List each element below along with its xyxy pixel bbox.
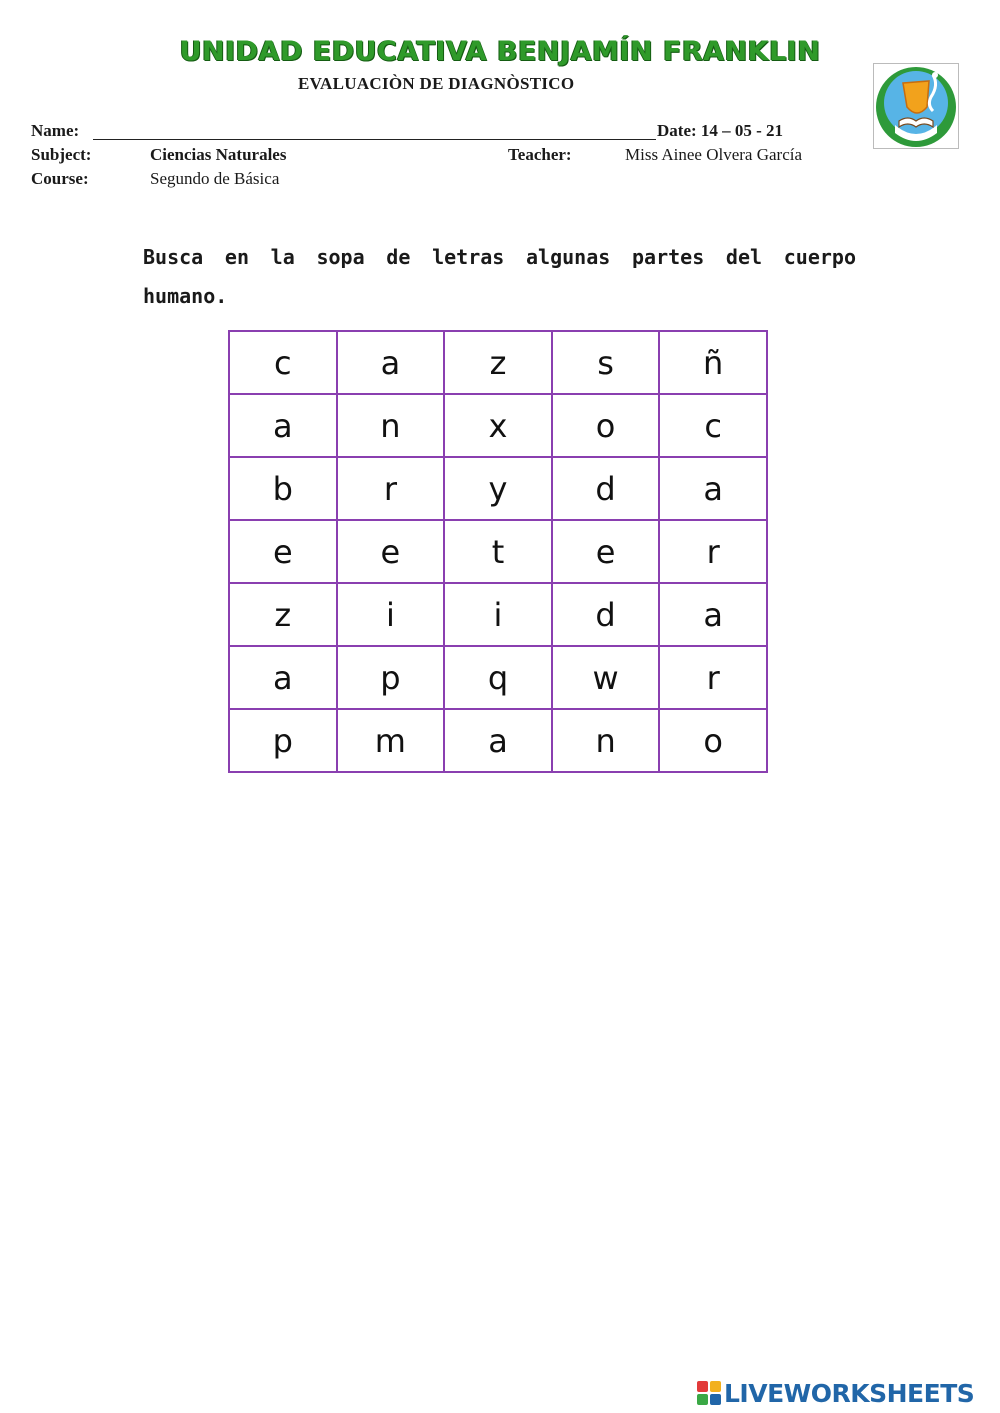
date-label: Date: 14 – 05 - 21	[657, 121, 784, 140]
teacher-label: Teacher:	[508, 145, 572, 164]
name-field[interactable]	[93, 139, 656, 140]
subject-value: Ciencias Naturales	[150, 145, 287, 164]
word-search-grid	[228, 330, 768, 773]
grid-cell[interactable]: n	[552, 709, 660, 772]
grid-cell[interactable]: c	[229, 331, 337, 394]
grid-cell[interactable]: m	[337, 709, 445, 772]
course-label: Course:	[31, 169, 89, 188]
grid-cell[interactable]: a	[229, 646, 337, 709]
grid-cell[interactable]: a	[444, 709, 552, 772]
name-label: Name:	[31, 121, 80, 140]
grid-cell[interactable]: c	[659, 394, 767, 457]
grid-cell[interactable]: p	[337, 646, 445, 709]
grid-cell[interactable]: e	[552, 520, 660, 583]
grid-row	[229, 646, 767, 709]
grid-cell[interactable]: b	[229, 457, 337, 520]
grid-cell[interactable]: a	[659, 583, 767, 646]
grid-cell[interactable]: a	[337, 331, 445, 394]
grid-cell[interactable]: i	[337, 583, 445, 646]
grid-cell[interactable]: o	[552, 394, 660, 457]
teacher-value: Miss Ainee Olvera García	[625, 145, 803, 164]
grid-cell[interactable]: y	[444, 457, 552, 520]
grid-row	[229, 520, 767, 583]
grid-cell[interactable]: q	[444, 646, 552, 709]
course-value: Segundo de Básica	[150, 169, 280, 188]
grid-cell[interactable]: r	[659, 646, 767, 709]
liveworksheets-logo-icon	[697, 1381, 721, 1405]
grid-cell[interactable]: z	[444, 331, 552, 394]
school-logo	[873, 63, 959, 149]
grid-cell[interactable]: d	[552, 457, 660, 520]
grid-cell[interactable]: d	[552, 583, 660, 646]
grid-cell[interactable]: z	[229, 583, 337, 646]
grid-row	[229, 709, 767, 772]
grid-cell[interactable]: r	[337, 457, 445, 520]
grid-cell[interactable]: s	[552, 331, 660, 394]
grid-cell[interactable]: t	[444, 520, 552, 583]
grid-cell[interactable]: o	[659, 709, 767, 772]
grid-cell[interactable]: i	[444, 583, 552, 646]
grid-row	[229, 457, 767, 520]
grid-cell[interactable]: a	[659, 457, 767, 520]
grid-cell[interactable]: a	[229, 394, 337, 457]
grid-cell[interactable]: n	[337, 394, 445, 457]
subject-label: Subject:	[31, 145, 92, 164]
grid-cell[interactable]: p	[229, 709, 337, 772]
grid-row	[229, 394, 767, 457]
grid-cell[interactable]: x	[444, 394, 552, 457]
instruction-text: Busca en la sopa de letras algunas partes del cuerpo humano.	[143, 245, 856, 308]
liveworksheets-brand[interactable]: LIVEWORKSHEETS	[724, 1378, 975, 1408]
grid-cell[interactable]: ñ	[659, 331, 767, 394]
grid-cell[interactable]: w	[552, 646, 660, 709]
liveworksheets-footer	[697, 1378, 974, 1408]
grid-cell[interactable]: r	[659, 520, 767, 583]
grid-row	[229, 583, 767, 646]
school-name: UNIDAD EDUCATIVA BENJAMÍN FRANKLIN	[179, 36, 821, 67]
grid-row	[229, 331, 767, 394]
grid-cell[interactable]: e	[229, 520, 337, 583]
evaluation-title: EVALUACIÒN DE DIAGNÒSTICO	[298, 74, 575, 93]
grid-cell[interactable]: e	[337, 520, 445, 583]
